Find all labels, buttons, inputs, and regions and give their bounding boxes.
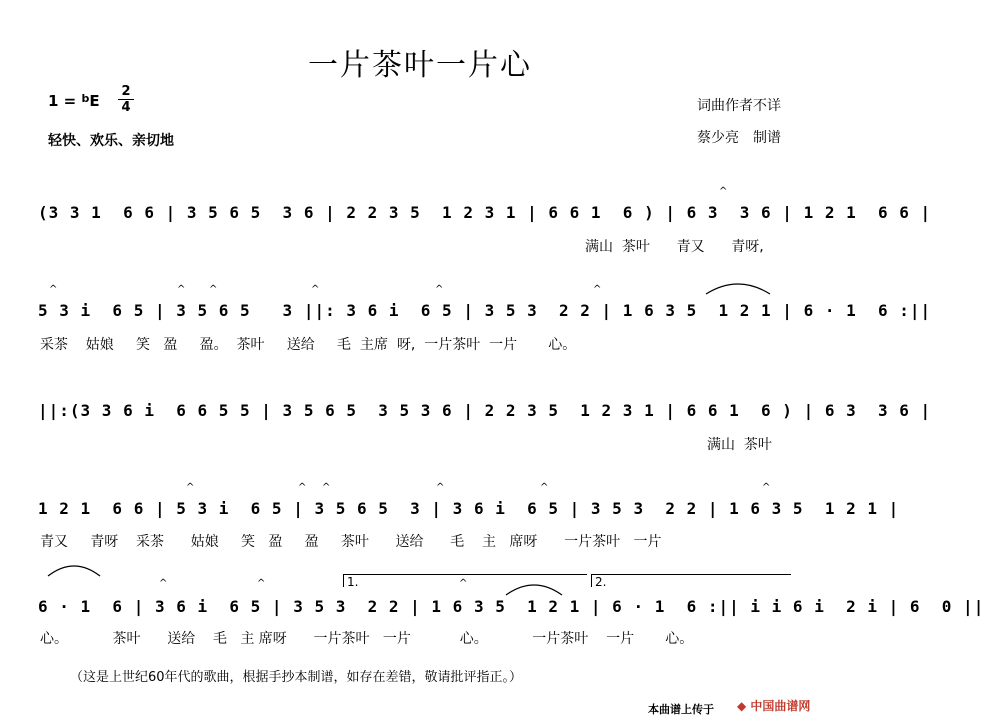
slur-arc [706, 284, 770, 294]
key-equals: = [63, 92, 77, 110]
svg-text:^: ^ [257, 578, 266, 589]
key-flat: b [81, 92, 90, 105]
lyric-row: 青又 青呀 采茶 姑娘 笑 盈 盈 茶叶 送给 毛 主 席呀 一片茶叶 一片 [40, 534, 662, 550]
svg-text:^: ^ [159, 578, 168, 589]
svg-text:^: ^ [540, 482, 549, 493]
lyric-row: 满山 茶叶 [707, 437, 772, 453]
svg-text:^: ^ [177, 284, 186, 295]
arranger-credit: 蔡少亮 制谱 [697, 130, 781, 146]
svg-text:^: ^ [298, 482, 307, 493]
song-title: 一片茶叶一片心 [308, 48, 532, 83]
time-bottom: 4 [121, 100, 131, 115]
logo-icon: ◆ [737, 699, 747, 713]
svg-text:^: ^ [322, 482, 331, 493]
svg-text:^: ^ [435, 284, 444, 295]
notation-row: 6 · 1 6 | 3 6 i 6 5 | 3 5 3 2 2 | 1 6 3 5 1 2 1 | 6 · 1 6 :|| i i 6 i 2 i | 6 0 || [38, 597, 984, 616]
tempo-marking: 轻快、欢乐、亲切地 [48, 133, 174, 149]
volta-first-ending: 1. [343, 574, 587, 587]
key-one: 1 [48, 92, 59, 110]
volta-second-ending: 2. [591, 574, 791, 587]
slur-arc [48, 566, 100, 576]
time-top: 2 [121, 84, 131, 99]
key-note: E [89, 92, 100, 110]
notation-row: 5 3 i 6 5 | 3 5 6 5 3 ||: 3 6 i 6 5 | 3 5 3 2 2 | 1 6 3 5 1 2 1 | 6 · 1 6 :|| [38, 301, 932, 320]
lyric-row: 采茶 姑娘 笑 盈 盈。 茶叶 送给 毛 主席 呀, 一片茶叶 一片 心。 [40, 337, 577, 353]
svg-text:^: ^ [459, 578, 468, 589]
svg-text:^: ^ [311, 284, 320, 295]
slur-arc [506, 585, 562, 595]
author-credit: 词曲作者不详 [697, 98, 781, 114]
footnote: （这是上世纪60年代的歌曲，根据手抄本制谱，如存在差错，敬请批评指正。） [70, 670, 523, 685]
upload-credit: 本曲谱上传于 [648, 703, 714, 716]
svg-text:^: ^ [593, 284, 602, 295]
notation-row: 1 2 1 6 6 | 5 3 i 6 5 | 3 5 6 5 3 | 3 6 i 6 5 | 3 5 3 2 2 | 1 6 3 5 1 2 1 | [38, 499, 900, 518]
svg-text:^: ^ [762, 482, 771, 493]
site-logo[interactable] [737, 697, 810, 714]
svg-text:^: ^ [436, 482, 445, 493]
svg-text:^: ^ [719, 186, 728, 197]
svg-text:^: ^ [209, 284, 218, 295]
svg-text:^: ^ [49, 284, 58, 295]
lyric-row: 心。 茶叶 送给 毛 主 席呀 一片茶叶 一片 心。 一片茶叶 一片 心。 [40, 631, 694, 647]
lyric-row: 满山 茶叶 青又 青呀, [585, 239, 764, 255]
notation-row: ||:(3 3 6 i 6 6 5 5 | 3 5 6 5 3 5 3 6 | 2 2 3 5 1 2 3 1 | 6 6 1 6 ) | 6 3 3 6 | [38, 401, 932, 420]
notation-row: (3 3 1 6 6 | 3 5 6 5 3 6 | 2 2 3 5 1 2 3 1 | 6 6 1 6 ) | 6 3 3 6 | 1 2 1 6 6 | [38, 203, 932, 222]
logo-text: 中国曲谱网 [750, 699, 811, 713]
svg-text:^: ^ [186, 482, 195, 493]
